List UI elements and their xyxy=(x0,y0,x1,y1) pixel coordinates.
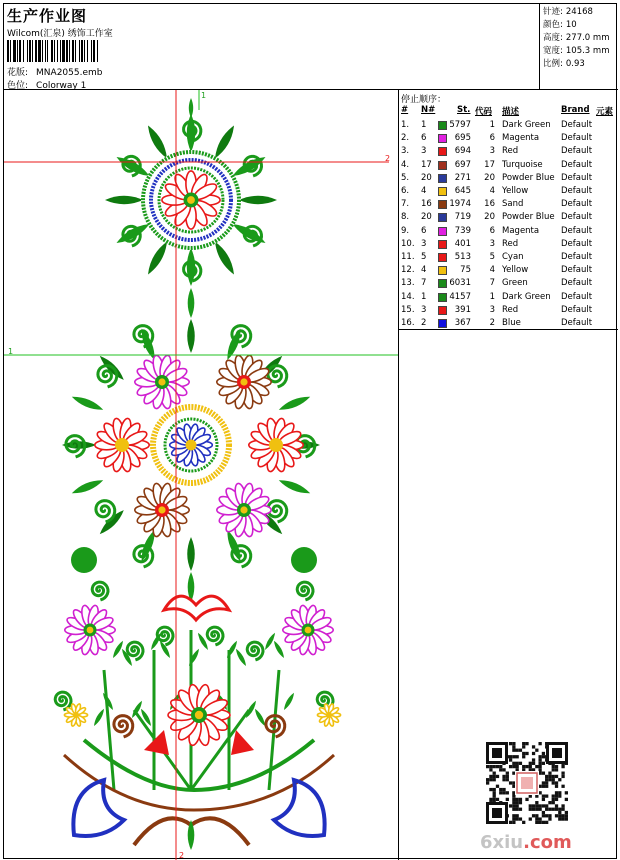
top-medallion-leaf xyxy=(148,242,167,275)
stop-stitches: 513 xyxy=(454,252,471,262)
col-header-brand: Brand xyxy=(561,105,590,115)
color-swatch xyxy=(438,161,447,170)
top-medallion-leaf xyxy=(117,157,150,176)
stop-index: 3. xyxy=(401,146,410,157)
stop-description: Yellow xyxy=(502,186,529,196)
stop-index: 5. xyxy=(401,172,410,183)
sheet-title: 生产作业图 xyxy=(7,7,88,25)
bouquet-clover xyxy=(71,547,97,573)
bouquet-leaf xyxy=(246,701,256,718)
stop-index: 6. xyxy=(401,186,410,196)
stop-row xyxy=(399,145,618,158)
stop-row xyxy=(399,211,618,224)
color-swatch xyxy=(438,213,447,222)
embroidery-artwork xyxy=(4,90,399,860)
color-swatch xyxy=(438,121,447,130)
bouquet-leaf xyxy=(227,641,237,658)
stop-row xyxy=(399,225,618,238)
stop-index: 7. xyxy=(401,199,410,210)
stat-value: 10 xyxy=(565,20,577,30)
stop-index: 9. xyxy=(401,225,410,236)
stop-index: 14. xyxy=(401,291,415,302)
bouquet-red-bud-left xyxy=(144,730,169,755)
stat-label: 颜色: xyxy=(543,20,563,30)
color-swatch xyxy=(438,266,447,275)
stop-brand: Default xyxy=(561,318,593,328)
stop-sequence-title: 停止顺序： xyxy=(401,95,447,105)
guide-label-bottom: 2 xyxy=(179,851,185,860)
guide-label-top: 1 xyxy=(201,91,207,100)
colorway-value: Colorway 1 xyxy=(36,81,87,91)
stop-stitches: 401 xyxy=(454,238,471,249)
stop-description: Magenta xyxy=(502,133,540,144)
middle-crown-leaf xyxy=(188,288,195,318)
stat-label: 宽度: xyxy=(543,46,563,56)
stop-row xyxy=(399,251,618,264)
bouquet-scroll xyxy=(207,627,223,645)
bouquet-leaf xyxy=(236,649,246,666)
bouquet-brown-scroll-left xyxy=(114,716,133,737)
stop-brand: Default xyxy=(561,146,593,157)
stat-value: 277.0 mm xyxy=(565,33,610,43)
stop-row xyxy=(399,291,618,304)
bouquet-yellow-left xyxy=(64,703,87,726)
stop-description: Powder Blue xyxy=(502,212,555,223)
bouquet-scroll xyxy=(247,642,263,660)
color-swatch xyxy=(438,227,447,236)
stop-description: Cyan xyxy=(502,252,524,262)
company-name: Wilcom(汇泉) 绣饰工作室 xyxy=(7,29,113,39)
stop-needle: 4 xyxy=(421,265,427,276)
stop-description: Turquoise xyxy=(502,159,543,170)
stop-brand: Default xyxy=(561,304,593,315)
stop-brand: Default xyxy=(561,212,593,223)
stop-needle: 16 xyxy=(421,199,432,210)
top-medallion-leaf xyxy=(105,196,143,204)
design-stats xyxy=(540,4,618,90)
bouquet-yellow-right xyxy=(317,703,340,726)
stop-stitches: 75 xyxy=(460,265,471,276)
stop-description: Dark Green xyxy=(502,120,551,130)
stop-row xyxy=(399,132,618,145)
stop-needle: 6 xyxy=(421,133,427,144)
color-swatch xyxy=(438,279,447,288)
bouquet-leaf xyxy=(255,709,265,726)
stop-code: 20 xyxy=(484,172,495,183)
stop-row xyxy=(399,277,618,290)
col-header-element: 元素 xyxy=(596,107,614,117)
top-medallion-leaf xyxy=(215,126,234,159)
stop-stitches: 5797 xyxy=(449,120,471,130)
stop-index: 15. xyxy=(401,304,415,315)
stop-needle: 3 xyxy=(421,238,427,249)
col-header-desc: 描述 xyxy=(502,107,520,117)
bouquet-stem xyxy=(104,670,114,790)
col-header-code: 代码 xyxy=(475,107,493,117)
stop-stitches: 6031 xyxy=(449,278,471,289)
stop-row xyxy=(399,238,618,251)
stop-description: Green xyxy=(502,278,528,289)
stop-description: Sand xyxy=(502,199,524,210)
stop-code: 5 xyxy=(489,252,495,262)
color-swatch xyxy=(438,240,447,249)
bouquet-green-arc xyxy=(84,740,314,790)
stop-stitches: 391 xyxy=(454,304,471,315)
stop-stitches: 271 xyxy=(454,172,471,183)
middle-medallion-scroll xyxy=(232,546,251,567)
stop-brand: Default xyxy=(561,265,593,276)
stop-code: 3 xyxy=(489,146,495,157)
color-swatch xyxy=(438,134,447,143)
bouquet-scroll xyxy=(127,642,143,660)
stop-code: 1 xyxy=(489,291,495,302)
bouquet-blue-flower-left xyxy=(73,780,124,836)
stop-code: 3 xyxy=(489,238,495,249)
stop-code: 2 xyxy=(489,318,495,328)
stop-needle: 20 xyxy=(421,212,432,223)
stop-index: 2. xyxy=(401,133,410,144)
stop-stitches: 4157 xyxy=(449,291,471,302)
bouquet-blue-flower-right xyxy=(274,780,325,836)
guide-label-left: 1 xyxy=(8,347,14,356)
stop-index: 1. xyxy=(401,120,410,130)
top-medallion-leaf xyxy=(215,242,234,275)
stop-code: 4 xyxy=(489,265,495,276)
stop-code: 1 xyxy=(489,120,495,130)
stop-stitches: 1974 xyxy=(449,199,471,210)
stop-stitches: 739 xyxy=(454,225,471,236)
color-swatch xyxy=(438,187,447,196)
stat-label: 比例: xyxy=(543,59,563,69)
stat-stitches xyxy=(543,6,618,19)
stop-needle: 3 xyxy=(421,146,427,157)
stop-index: 16. xyxy=(401,318,415,328)
stop-row xyxy=(399,198,618,211)
bouquet-scroll xyxy=(92,582,108,600)
stop-code: 6 xyxy=(489,225,495,236)
design-file-label: 花版: xyxy=(7,68,29,78)
stop-sequence-header xyxy=(399,105,618,117)
qr-code-image xyxy=(486,742,568,824)
stop-index: 12. xyxy=(401,265,415,276)
stop-code: 3 xyxy=(489,304,495,315)
stop-row xyxy=(399,264,618,277)
stop-row xyxy=(399,185,618,198)
bouquet-scroll xyxy=(297,582,313,600)
stat-scale xyxy=(543,58,618,71)
production-sheet xyxy=(3,3,617,859)
color-swatch xyxy=(438,253,447,262)
col-header-needle: N# xyxy=(421,105,436,115)
color-swatch xyxy=(438,306,447,315)
stop-needle: 1 xyxy=(421,291,427,302)
stop-row xyxy=(399,317,618,330)
stop-brand: Default xyxy=(561,225,593,236)
color-swatch xyxy=(438,147,447,156)
colorway-label: 色位: xyxy=(7,81,29,91)
bouquet-leaf xyxy=(284,693,294,710)
stop-stitches: 367 xyxy=(454,318,471,328)
stop-brand: Default xyxy=(561,172,593,183)
stop-brand: Default xyxy=(561,252,593,262)
col-header-stitches: St. xyxy=(457,105,471,115)
stat-label: 针迹: xyxy=(543,7,563,17)
stop-brand: Default xyxy=(561,278,593,289)
stop-code: 20 xyxy=(484,212,495,223)
stat-value: 105.3 mm xyxy=(565,46,610,56)
stop-needle: 6 xyxy=(421,225,427,236)
stop-description: Magenta xyxy=(502,225,540,236)
stop-brand: Default xyxy=(561,238,593,249)
bouquet-red-bud-right xyxy=(231,730,254,755)
stop-description: Dark Green xyxy=(502,291,551,302)
stat-height xyxy=(543,32,618,45)
stop-index: 13. xyxy=(401,278,415,289)
col-header-index: # xyxy=(401,105,409,115)
watermark-suffix: .com xyxy=(523,832,572,853)
stop-code: 17 xyxy=(484,159,495,170)
stat-colors xyxy=(543,19,618,32)
embroidery-preview xyxy=(4,90,399,860)
top-crown-leaf xyxy=(189,98,193,118)
top-medallion-leaf xyxy=(148,126,167,159)
stop-needle: 4 xyxy=(421,186,427,196)
design-file-row xyxy=(7,65,102,78)
stop-sequence-panel xyxy=(399,90,618,330)
stop-description: Yellow xyxy=(502,265,529,276)
stop-index: 8. xyxy=(401,212,410,223)
stop-index: 10. xyxy=(401,238,415,249)
stop-brand: Default xyxy=(561,159,593,170)
bouquet-leaf xyxy=(274,641,284,658)
bouquet-leaf xyxy=(265,633,275,650)
stop-needle: 7 xyxy=(421,278,427,289)
top-medallion-leaf xyxy=(239,196,277,204)
stat-value: 24168 xyxy=(565,7,593,17)
stop-row xyxy=(399,304,618,317)
stop-stitches: 645 xyxy=(454,186,471,196)
color-swatch xyxy=(438,293,447,302)
stop-code: 6 xyxy=(489,133,495,144)
stop-needle: 5 xyxy=(421,252,427,262)
stop-stitches: 719 xyxy=(454,212,471,223)
watermark-text: 6xiu xyxy=(480,832,524,853)
stat-width xyxy=(543,45,618,58)
stop-needle: 2 xyxy=(421,318,427,328)
stop-needle: 17 xyxy=(421,159,432,170)
sheet-header xyxy=(4,4,540,90)
color-swatch xyxy=(438,174,447,183)
color-swatch xyxy=(438,319,447,328)
stat-label: 高度: xyxy=(543,33,563,43)
stop-code: 4 xyxy=(489,186,495,196)
stat-value: 0.93 xyxy=(565,59,585,69)
stop-needle: 1 xyxy=(421,120,427,130)
stop-brand: Default xyxy=(561,120,593,130)
stop-stitches: 697 xyxy=(454,159,471,170)
stop-code: 7 xyxy=(489,278,495,289)
stop-needle: 20 xyxy=(421,172,432,183)
stop-stitches: 694 xyxy=(454,146,471,157)
barcode-image xyxy=(7,40,145,62)
stop-description: Red xyxy=(502,238,519,249)
stop-description: Blue xyxy=(502,318,521,328)
stop-needle: 3 xyxy=(421,304,427,315)
bouquet-leaf xyxy=(94,709,104,726)
guide-label-right: 2 xyxy=(385,154,391,163)
stop-description: Red xyxy=(502,146,519,157)
design-file-value: MNA2055.emb xyxy=(36,68,103,78)
bouquet-red-center xyxy=(168,684,230,747)
stop-brand: Default xyxy=(561,291,593,302)
stop-brand: Default xyxy=(561,186,593,196)
stop-index: 11. xyxy=(401,252,415,262)
bouquet-magenta-left xyxy=(65,604,115,655)
middle-medallion-scroll xyxy=(134,326,153,347)
bouquet-magenta-right xyxy=(283,604,333,655)
stop-description: Red xyxy=(502,304,519,315)
color-swatch xyxy=(438,200,447,209)
stop-code: 16 xyxy=(484,199,495,210)
stop-row xyxy=(399,172,618,185)
bouquet-red-tulip xyxy=(164,596,229,620)
bouquet-clover xyxy=(291,547,317,573)
stop-row xyxy=(399,119,618,132)
site-watermark xyxy=(480,832,572,853)
stop-row xyxy=(399,159,618,172)
stop-brand: Default xyxy=(561,133,593,144)
bouquet-leaf xyxy=(113,641,123,658)
stop-description: Powder Blue xyxy=(502,172,555,183)
stop-index: 4. xyxy=(401,159,410,170)
stop-stitches: 695 xyxy=(454,133,471,144)
stop-brand: Default xyxy=(561,199,593,210)
